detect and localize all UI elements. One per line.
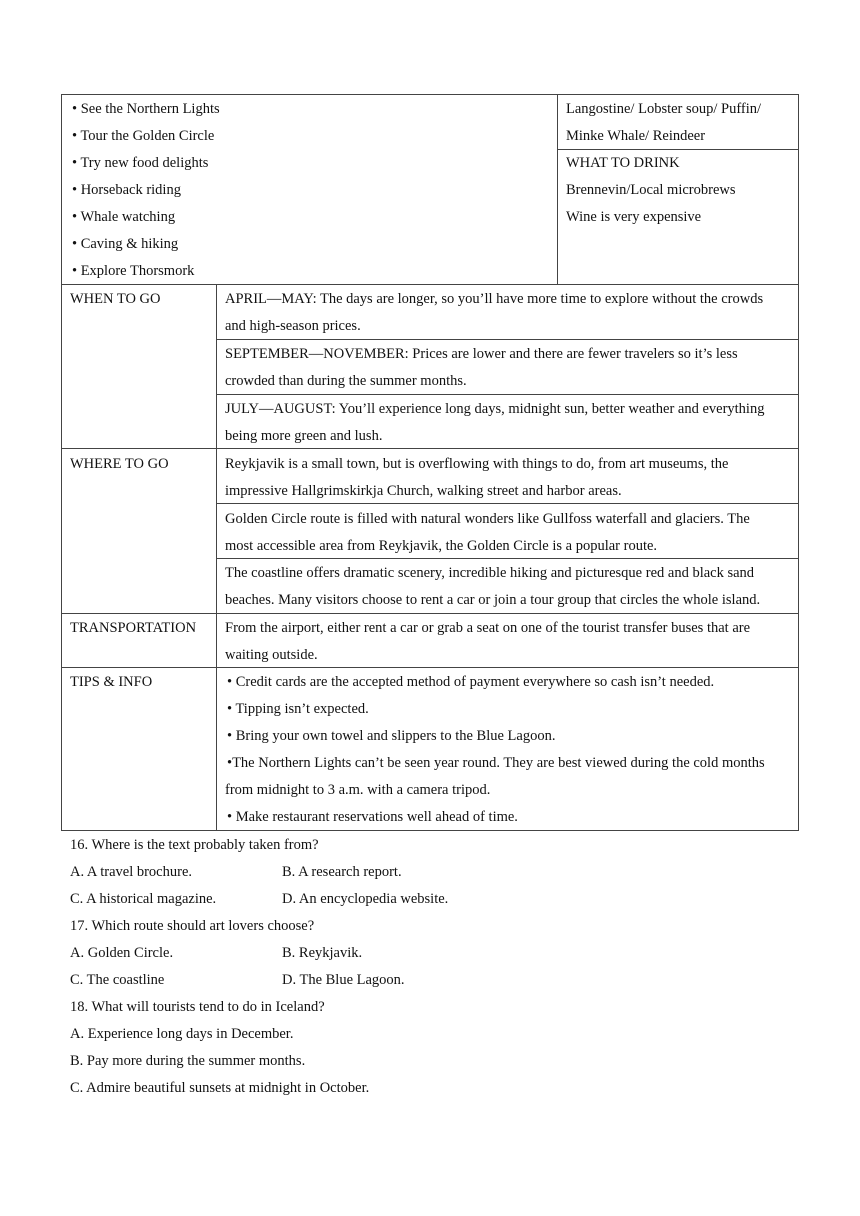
option-b: B. Pay more during the summer months. [70,1053,306,1069]
question-stem: 16. Where is the text probably taken from? [70,837,319,853]
food-line: Minke Whale/ Reindeer [566,128,706,144]
option-b: B. Reykjavik. [282,945,363,961]
transport-label: TRANSPORTATION [70,620,197,636]
bullet: • [227,755,233,771]
document-page: • See the Northern Lights • Tour the Golden Circle • Try new food delights • Horseback riding • Whale watching • Caving & hiking • Explore Thorsmork Langostine/ Lobster soup/ Puffin/ Minke Whale/ Reindeer WHAT TO DRINK Brennevin/Local microbrews Wine is very expensive WHEN TO GO APRIL—MAY: The days are longer, so you’ll have more time to explore without the crowds and high-season prices. SEPTEMBER—NOVEMBER: Prices are lower and there are fewer travelers so it’s less crowded than during the summer months. JULY—AUGUST: You’ll experience long days, midnight sun, better weather and everything being more green and lush. WHERE TO GO Reykjavik is a small town, but is overflowing with things to do, from art museums, the impressive Hallgrimskirkja Church, walking street and harbor areas. Golden Circle route is filled with natural wonders like Gullfoss waterfall and glaciers. The most accessible area from Reykjavik, the Golden Circle is a popular route. The coastline offers dramatic scenery, incredible hiking and picturesque red and black sand beaches. Many visitors choose to rent a car or join a tour group that circles the whole island. TRANSPORTATION From the airport, either rent a car or grab a seat on one of the tourist transfer buses that are waiting outside. TIPS & INFO • Credit cards are the accepted method of payment everywhere so cash isn’t needed. • Tipping isn’t expected. • Bring your own towel and slippers to the Blue Lagoon. •The Northern Lights can’t be seen year round. They are best viewed during the cold months from midnight to 3 a.m. with a camera tripod. • Make restaurant reservations well ahead of time. 16. Where is the text probably taken from? A. A travel brochure. B. A research report. C. A historical magazine. D. An encyclopedia website. 17. Which route should art lovers choose? A. Golden Circle. B. Reykjavik. C. The coastline D. The Blue Lagoon. 18. What will tourists tend to do in Iceland? A. Experience long days in December. B. Pay more during the summer months. C. Admire beautiful sunsets at midnight in October. [0,0,860,1216]
tip-continuation: from midnight to 3 a.m. with a camera tripod. [225,782,491,798]
tip-item: • Bring your own towel and slippers to the Blue Lagoon. [227,728,556,744]
tips-label: TIPS & INFO [70,674,153,690]
tip-item: • Make restaurant reservations well ahead of time. [227,809,518,825]
option-a: A. A travel brochure. [70,864,193,880]
list-item: • Caving & hiking [72,236,179,252]
bullet: • [72,155,78,171]
tip-item: • Credit cards are the accepted method of payment everywhere so cash isn’t needed. [227,674,715,690]
bullet: • [72,236,78,252]
question-stem: 18. What will tourists tend to do in Iceland? [70,999,325,1015]
option-c: C. The coastline [70,972,165,988]
tip-item: •The Northern Lights can’t be seen year round. They are best viewed during the cold months [227,755,765,771]
bullet: • [72,209,78,225]
option-c: C. A historical magazine. [70,891,217,907]
drink-line: Brennevin/Local microbrews [566,182,736,198]
option-b: B. A research report. [282,864,402,880]
option-d: D. The Blue Lagoon. [282,972,405,988]
list-item: • Explore Thorsmork [72,263,195,279]
option-a: A. Experience long days in December. [70,1026,294,1042]
list-item: • Tour the Golden Circle [72,128,215,144]
bullet: • [72,101,78,117]
drink-line: Wine is very expensive [566,209,702,225]
bullet: • [72,263,78,279]
bullet: • [227,809,233,825]
list-item: • Horseback riding [72,182,181,198]
food-line: Langostine/ Lobster soup/ Puffin/ [566,101,762,117]
option-a: A. Golden Circle. [70,945,174,961]
question-stem: 17. Which route should art lovers choose? [70,918,315,934]
where-label: WHERE TO GO [70,456,169,472]
list-item: • See the Northern Lights [72,101,220,117]
tip-item: • Tipping isn’t expected. [227,701,369,717]
option-d: D. An encyclopedia website. [282,891,449,907]
drink-heading: WHAT TO DRINK [566,155,680,171]
bullet: • [227,674,233,690]
bullet: • [227,701,233,717]
list-item: • Whale watching [72,209,176,225]
when-label: WHEN TO GO [70,291,161,307]
list-item: • Try new food delights [72,155,209,171]
bullet: • [72,182,78,198]
bullet: • [227,728,233,744]
option-c: C. Admire beautiful sunsets at midnight in October. [70,1080,370,1096]
bullet: • [72,128,78,144]
